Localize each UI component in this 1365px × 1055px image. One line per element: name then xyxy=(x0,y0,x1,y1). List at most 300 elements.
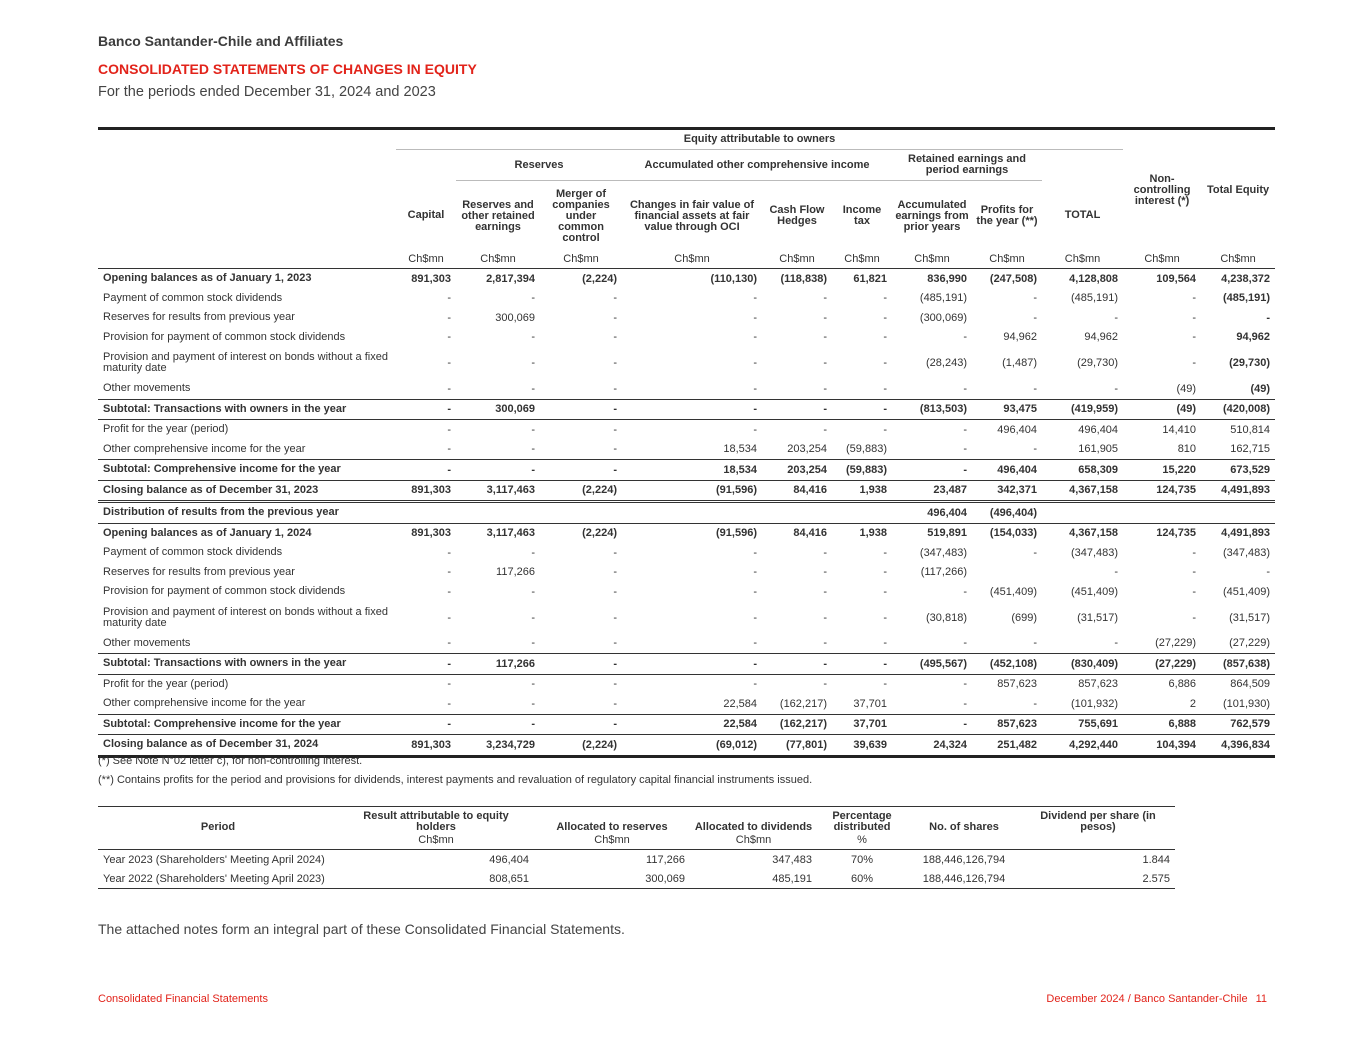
table-cell xyxy=(832,502,892,524)
table-cell: (59,883) xyxy=(846,443,887,456)
table-cell: (485,191) xyxy=(1222,292,1271,305)
table-row xyxy=(98,308,1275,328)
table-cell: (27,229) xyxy=(1229,637,1271,650)
table-cell: 3,117,463 xyxy=(486,527,535,540)
table-cell: (347,483) xyxy=(1070,546,1119,559)
table-cell: - xyxy=(753,611,757,624)
table-cell: 4,238,372 xyxy=(1221,272,1271,285)
table-cell: (162,217) xyxy=(762,714,832,735)
row-label: Profit for the year (period) xyxy=(98,420,396,440)
table-cell: - xyxy=(531,382,535,395)
table-cell: - xyxy=(540,714,622,735)
table-cell: (31,517) xyxy=(1077,611,1119,624)
table-row xyxy=(98,269,1275,289)
table-cell: 4,292,440 xyxy=(1042,735,1123,757)
table-cell: - xyxy=(823,585,827,598)
table-cell: 755,691 xyxy=(1042,714,1123,735)
table-cell: - xyxy=(753,331,757,344)
table-cell: - xyxy=(883,611,887,624)
table-cell: (2,224) xyxy=(540,735,622,757)
table-cell: 117,266 xyxy=(496,566,535,579)
table-cell: (27,229) xyxy=(1123,654,1201,675)
table-cell: (31,517) xyxy=(1229,611,1271,624)
table-cell: - xyxy=(883,566,887,579)
table-row xyxy=(98,654,1275,675)
table-cell: 857,623 xyxy=(972,674,1042,694)
table-cell: (830,409) xyxy=(1042,654,1123,675)
table-cell: - xyxy=(892,714,972,735)
table-cell: - xyxy=(963,697,967,710)
table-cell: (77,801) xyxy=(762,735,832,757)
table-cell: 37,701 xyxy=(853,697,887,710)
table-cell: (420,008) xyxy=(1201,399,1275,420)
table-row xyxy=(98,735,1275,757)
table-cell: (485,191) xyxy=(919,292,967,305)
row-label: Reserves for results from previous year xyxy=(103,565,295,578)
row-label: Subtotal: Comprehensive income for the year xyxy=(98,460,396,481)
table-cell: - xyxy=(1033,443,1037,456)
table-cell: (49) xyxy=(1250,382,1271,395)
table-cell: - xyxy=(613,331,617,344)
table-cell: - xyxy=(753,357,757,369)
row-label: Closing balance as of December 31, 2023 xyxy=(98,480,396,502)
col-reserves-other: Reserves and other retained earnings xyxy=(461,198,535,233)
table-cell: - xyxy=(540,420,622,440)
table-cell: - xyxy=(823,637,827,650)
table-cell: 22,584 xyxy=(622,714,762,735)
table-cell: - xyxy=(1192,585,1197,598)
table-cell: 864,509 xyxy=(1201,674,1275,694)
table-cell: (699) xyxy=(1011,611,1037,624)
table-row xyxy=(98,480,1275,502)
company-name: Banco Santander-Chile and Affiliates xyxy=(98,33,344,49)
table-cell: 4,367,158 xyxy=(1042,480,1123,502)
col-accumulated: Accumulated earnings from prior years xyxy=(895,198,969,233)
table-cell: - xyxy=(883,637,887,650)
row-label: Subtotal: Transactions with owners in the year xyxy=(98,654,396,675)
table-cell: - xyxy=(447,292,451,305)
page-number: 11 xyxy=(1255,993,1267,1005)
table-cell: 18,534 xyxy=(723,443,757,456)
table-cell: - xyxy=(531,585,535,598)
table-cell xyxy=(1201,502,1275,524)
table-cell: 24,324 xyxy=(892,735,972,757)
table-cell: - xyxy=(1192,292,1197,305)
table-cell: - xyxy=(531,637,535,650)
table-cell: 496,404 xyxy=(972,460,1042,481)
table-cell xyxy=(1042,502,1123,524)
table-cell: - xyxy=(447,611,451,624)
col-income-tax: Income tax xyxy=(842,204,882,227)
table-cell: - xyxy=(1114,382,1119,395)
table-cell: - xyxy=(823,611,827,624)
table-cell: - xyxy=(753,546,757,559)
table-row xyxy=(98,289,1275,309)
table-cell: (101,930) xyxy=(1222,697,1271,710)
table-cell: - xyxy=(963,637,967,650)
table-cell: - xyxy=(832,420,892,440)
table-row xyxy=(98,347,1275,379)
footnote-2: (**) Contains profits for the period and provisions for dividends, interest payments and revaluation of regulatory capital financial instruments issued. xyxy=(98,774,813,786)
table-cell: - xyxy=(823,311,827,324)
footer-left: Consolidated Financial Statements xyxy=(98,993,268,1005)
table-cell: - xyxy=(447,357,451,369)
table-cell xyxy=(540,502,622,524)
table-cell: - xyxy=(1033,637,1037,650)
table-cell: - xyxy=(540,399,622,420)
table-cell: 496,404 xyxy=(892,502,972,524)
table-cell: 203,254 xyxy=(762,460,832,481)
table-cell: - xyxy=(753,382,757,395)
table-cell: (59,883) xyxy=(832,460,892,481)
table-cell: 1,938 xyxy=(832,480,892,502)
div-col-percentage: Percentage distributed xyxy=(832,810,892,833)
table-cell: - xyxy=(883,585,887,598)
equity-table xyxy=(98,127,1275,758)
col-total: TOTAL xyxy=(1064,209,1101,222)
table-cell: 891,303 xyxy=(411,527,451,540)
table-cell: - xyxy=(447,546,451,559)
table-cell: 4,367,158 xyxy=(1069,527,1119,540)
row-label: Other comprehensive income for the year xyxy=(103,697,306,710)
table-cell: - xyxy=(753,311,757,324)
table-cell: (347,483) xyxy=(919,546,967,559)
table-row xyxy=(98,543,1275,563)
table-cell: - xyxy=(823,292,827,305)
table-cell: 94,962 xyxy=(1236,331,1271,344)
table-cell: (91,596) xyxy=(622,480,762,502)
table-cell: (154,033) xyxy=(989,527,1037,540)
row-label: Subtotal: Transactions with owners in the year xyxy=(98,399,396,420)
table-cell: - xyxy=(1266,311,1271,324)
footer-right xyxy=(1046,993,1267,1005)
table-cell: 18,534 xyxy=(622,460,762,481)
table-cell: (91,596) xyxy=(716,527,757,540)
table-cell: - xyxy=(613,637,617,650)
table-cell: (451,409) xyxy=(1222,585,1271,598)
retained-group-header: Retained earnings and period earnings xyxy=(892,150,1042,181)
table-cell: - xyxy=(963,585,967,598)
table-cell: 94,962 xyxy=(1003,331,1037,344)
table-cell: (451,409) xyxy=(989,585,1037,598)
table-row xyxy=(98,328,1275,348)
table-cell: (813,503) xyxy=(892,399,972,420)
footer-source: December 2024 / Banco Santander-Chile xyxy=(1046,993,1248,1005)
table-cell: - xyxy=(622,674,762,694)
table-cell: - xyxy=(456,714,540,735)
table-cell: (117,266) xyxy=(920,566,967,579)
table-cell: 658,309 xyxy=(1042,460,1123,481)
table-row xyxy=(98,502,1275,524)
table-cell: - xyxy=(1114,311,1119,324)
table-cell: - xyxy=(892,460,972,481)
table-cell: 3,234,729 xyxy=(456,735,540,757)
table-cell: - xyxy=(447,637,451,650)
table-cell: - xyxy=(753,566,757,579)
table-cell: - xyxy=(753,585,757,598)
table-row xyxy=(98,602,1275,634)
table-cell: - xyxy=(622,654,762,675)
table-cell: 4,491,893 xyxy=(1201,480,1275,502)
table-cell: 810 xyxy=(1177,443,1197,456)
table-cell: 117,266 xyxy=(456,654,540,675)
table-cell: - xyxy=(832,654,892,675)
table-cell: 162,715 xyxy=(1230,443,1271,456)
table-cell: - xyxy=(531,611,535,624)
table-cell: - xyxy=(1033,697,1037,710)
table-cell: - xyxy=(762,399,832,420)
div-col-per-share: Dividend per share (in pesos) xyxy=(1040,810,1156,833)
closing-note: The attached notes form an integral part of these Consolidated Financial Statements. xyxy=(98,921,625,937)
table-cell: 39,639 xyxy=(832,735,892,757)
table-cell: (2,224) xyxy=(582,272,617,285)
table-cell: - xyxy=(447,585,451,598)
table-row xyxy=(98,523,1275,543)
equity-owners-header: Equity attributable to owners xyxy=(396,129,1123,150)
table-cell: 4,396,834 xyxy=(1201,735,1275,757)
table-cell: 673,529 xyxy=(1201,460,1275,481)
table-cell: - xyxy=(531,331,535,344)
table-cell: - xyxy=(613,311,617,324)
table-cell: - xyxy=(963,331,967,344)
table-cell: - xyxy=(622,399,762,420)
row-label: Payment of common stock dividends xyxy=(103,291,283,304)
col-capital: Capital xyxy=(407,209,445,222)
table-cell: 762,579 xyxy=(1201,714,1275,735)
table-cell: 84,416 xyxy=(793,527,827,540)
table-cell: - xyxy=(883,292,887,305)
table-cell: (30,818) xyxy=(926,611,967,624)
table-cell: - xyxy=(762,654,832,675)
table-cell: - xyxy=(1192,546,1197,559)
row-label: Profit for the year (period) xyxy=(98,674,396,694)
page-title: CONSOLIDATED STATEMENTS OF CHANGES IN EQUITY xyxy=(98,61,477,77)
table-cell: - xyxy=(447,697,451,710)
table-cell: (300,069) xyxy=(919,311,967,324)
table-cell: - xyxy=(1033,382,1037,395)
table-cell: 22,584 xyxy=(723,697,757,710)
row-label: Provision and payment of interest on bonds without a fixed maturity date xyxy=(103,605,388,629)
table-cell: 93,475 xyxy=(972,399,1042,420)
table-cell: - xyxy=(1192,311,1197,324)
table-cell xyxy=(456,502,540,524)
row-label: Closing balance as of December 31, 2024 xyxy=(98,735,396,757)
table-cell: 203,254 xyxy=(787,443,827,456)
table-cell: 94,962 xyxy=(1084,331,1119,344)
table-cell: 124,735 xyxy=(1123,480,1201,502)
table-cell: 23,487 xyxy=(892,480,972,502)
table-cell: (496,404) xyxy=(972,502,1042,524)
table-cell xyxy=(622,502,762,524)
table-cell: - xyxy=(1192,566,1197,579)
table-cell: - xyxy=(456,674,540,694)
footnote-1: (*) See Note N°02 letter c), for non-controlling interest. xyxy=(98,755,363,767)
table-cell: - xyxy=(447,331,451,344)
table-cell: 836,990 xyxy=(927,272,967,285)
table-cell: - xyxy=(396,399,456,420)
table-cell: - xyxy=(622,420,762,440)
table-cell: (69,012) xyxy=(622,735,762,757)
table-row xyxy=(98,420,1275,440)
table-cell: - xyxy=(892,674,972,694)
div-col-period: Period xyxy=(200,821,236,833)
page-subtitle: For the periods ended December 31, 2024 and 2023 xyxy=(98,84,436,100)
table-row xyxy=(98,582,1275,602)
table-cell: (247,508) xyxy=(989,272,1037,285)
table-cell: 2 xyxy=(1189,697,1197,710)
table-cell: 161,905 xyxy=(1078,443,1119,456)
row-label: Payment of common stock dividends xyxy=(103,546,283,559)
table-cell: - xyxy=(531,546,535,559)
table-cell: 15,220 xyxy=(1123,460,1201,481)
row-label: Subtotal: Comprehensive income for the year xyxy=(98,714,396,735)
table-cell: 84,416 xyxy=(762,480,832,502)
table-cell: - xyxy=(447,566,451,579)
table-cell: (28,243) xyxy=(926,357,967,369)
table-cell: - xyxy=(613,566,617,579)
dividends-table: Period Result attributable to equity holders Allocated to reserves Allocated to dividends Percentage distributed No. of shares Dividend per share (in pesos) Ch$mn Ch$mn Ch$mn % Year 2023 (Shareholders' Meeting April 2024) 496,404 117,266 347,483 70% 188,446,126,794 1.844 Year 2022 (Shareholders' Meeting April 2023) 808,651 300,069 485,191 60% 188,446,126,794 2.575 xyxy=(98,806,1175,889)
table-row xyxy=(98,563,1275,583)
dividend-row: Year 2022 (Shareholders' Meeting April 2023) 808,651 300,069 485,191 60% 188,446,126,794 2.575 xyxy=(98,869,1175,889)
table-cell: 109,564 xyxy=(1156,272,1197,285)
table-cell: 37,701 xyxy=(832,714,892,735)
col-merger: Merger of companies under common control xyxy=(552,187,610,244)
table-cell: 3,117,463 xyxy=(456,480,540,502)
table-row xyxy=(98,634,1275,654)
row-label: Other movements xyxy=(103,382,191,395)
table-cell: - xyxy=(540,460,622,481)
table-cell: 14,410 xyxy=(1123,420,1201,440)
table-cell: - xyxy=(396,714,456,735)
table-cell: - xyxy=(832,674,892,694)
table-cell: - xyxy=(1266,566,1271,579)
table-cell: 342,371 xyxy=(972,480,1042,502)
table-cell: - xyxy=(1033,311,1037,324)
table-row xyxy=(98,674,1275,694)
div-col-shares: No. of shares xyxy=(929,821,999,833)
table-cell: 891,303 xyxy=(396,480,456,502)
table-cell: - xyxy=(963,443,967,456)
table-cell: (1,487) xyxy=(1002,357,1037,369)
table-cell: - xyxy=(396,654,456,675)
table-cell: (29,730) xyxy=(1229,357,1271,369)
table-cell: 61,821 xyxy=(853,272,887,285)
table-cell: - xyxy=(883,382,887,395)
table-cell: 300,069 xyxy=(495,311,535,324)
table-cell: (29,730) xyxy=(1077,357,1119,369)
table-cell: - xyxy=(823,566,827,579)
table-cell: 124,735 xyxy=(1156,527,1197,540)
table-row xyxy=(98,440,1275,460)
col-total-equity: Total Equity xyxy=(1206,184,1270,196)
table-cell xyxy=(762,502,832,524)
table-cell: 519,891 xyxy=(927,527,967,540)
table-cell: (485,191) xyxy=(1070,292,1119,305)
table-cell: - xyxy=(613,697,617,710)
table-cell: 104,394 xyxy=(1123,735,1201,757)
table-cell: - xyxy=(762,420,832,440)
row-label: Other movements xyxy=(103,636,191,649)
table-cell: - xyxy=(753,292,757,305)
table-cell: - xyxy=(531,443,535,456)
table-cell xyxy=(396,502,456,524)
table-cell: - xyxy=(540,674,622,694)
table-cell: - xyxy=(531,697,535,710)
col-fair-value: Changes in fair value of financial assets at fair value through OCI xyxy=(629,198,755,233)
table-cell: - xyxy=(1192,331,1197,344)
table-cell: (49) xyxy=(1123,399,1201,420)
row-label: Other comprehensive income for the year xyxy=(103,442,306,455)
table-cell: (452,108) xyxy=(972,654,1042,675)
table-cell: (27,229) xyxy=(1155,637,1197,650)
table-cell: (162,217) xyxy=(779,697,827,710)
table-cell: - xyxy=(883,311,887,324)
table-cell: (2,224) xyxy=(540,480,622,502)
reserves-group-header: Reserves xyxy=(456,150,622,181)
table-cell: 510,814 xyxy=(1201,420,1275,440)
table-cell: - xyxy=(1192,611,1197,624)
table-cell: - xyxy=(613,292,617,305)
col-profits: Profits for the year (**) xyxy=(976,204,1038,227)
table-cell: - xyxy=(832,399,892,420)
row-label: Reserves for results from previous year xyxy=(103,311,295,324)
table-cell: - xyxy=(823,357,827,369)
table-row xyxy=(98,379,1275,399)
table-cell: 6,888 xyxy=(1123,714,1201,735)
table-cell: - xyxy=(613,382,617,395)
table-cell: (110,130) xyxy=(710,272,757,285)
table-cell: - xyxy=(883,331,887,344)
table-cell: - xyxy=(1033,292,1037,305)
table-cell: (49) xyxy=(1176,382,1197,395)
row-label: Opening balances as of January 1, 2024 xyxy=(103,526,312,539)
table-cell: (451,409) xyxy=(1070,585,1119,598)
div-col-result: Result attributable to equity holders xyxy=(363,810,509,833)
col-cash-flow: Cash Flow Hedges xyxy=(769,204,825,227)
table-cell: - xyxy=(883,357,887,369)
table-cell: 251,482 xyxy=(972,735,1042,757)
table-cell: 2,817,394 xyxy=(486,272,535,285)
table-cell: 496,404 xyxy=(972,420,1042,440)
table-cell: 4,128,808 xyxy=(1069,272,1119,285)
units-row: Ch$mn Ch$mn Ch$mn Ch$mn Ch$mn Ch$mn Ch$mn Ch$mn Ch$mn Ch$mn Ch$mn xyxy=(98,251,1275,269)
table-row xyxy=(98,694,1275,714)
table-cell: 496,404 xyxy=(1042,420,1123,440)
table-cell: 300,069 xyxy=(456,399,540,420)
table-cell: (118,838) xyxy=(780,272,827,285)
table-cell: 891,303 xyxy=(396,735,456,757)
table-cell: - xyxy=(531,357,535,369)
table-cell: - xyxy=(456,420,540,440)
dividend-row: Year 2023 (Shareholders' Meeting April 2024) 496,404 117,266 347,483 70% 188,446,126,794 1.844 xyxy=(103,853,1170,866)
table-cell: - xyxy=(447,311,451,324)
table-cell: - xyxy=(1033,546,1037,559)
table-cell: - xyxy=(753,637,757,650)
table-cell: - xyxy=(613,357,617,369)
table-cell: - xyxy=(1114,637,1119,650)
table-cell: - xyxy=(396,420,456,440)
table-cell: - xyxy=(892,420,972,440)
row-label: Provision for payment of common stock dividends xyxy=(103,330,346,343)
table-cell: (347,483) xyxy=(1222,546,1271,559)
table-cell: 857,623 xyxy=(1042,674,1123,694)
col-non-controlling: Non-controlling interest (*) xyxy=(1133,173,1191,207)
table-cell xyxy=(1123,502,1201,524)
table-cell: - xyxy=(613,546,617,559)
row-label: Provision for payment of common stock dividends xyxy=(103,585,346,598)
table-cell: (857,638) xyxy=(1201,654,1275,675)
div-col-reserves: Allocated to reserves xyxy=(556,821,668,833)
